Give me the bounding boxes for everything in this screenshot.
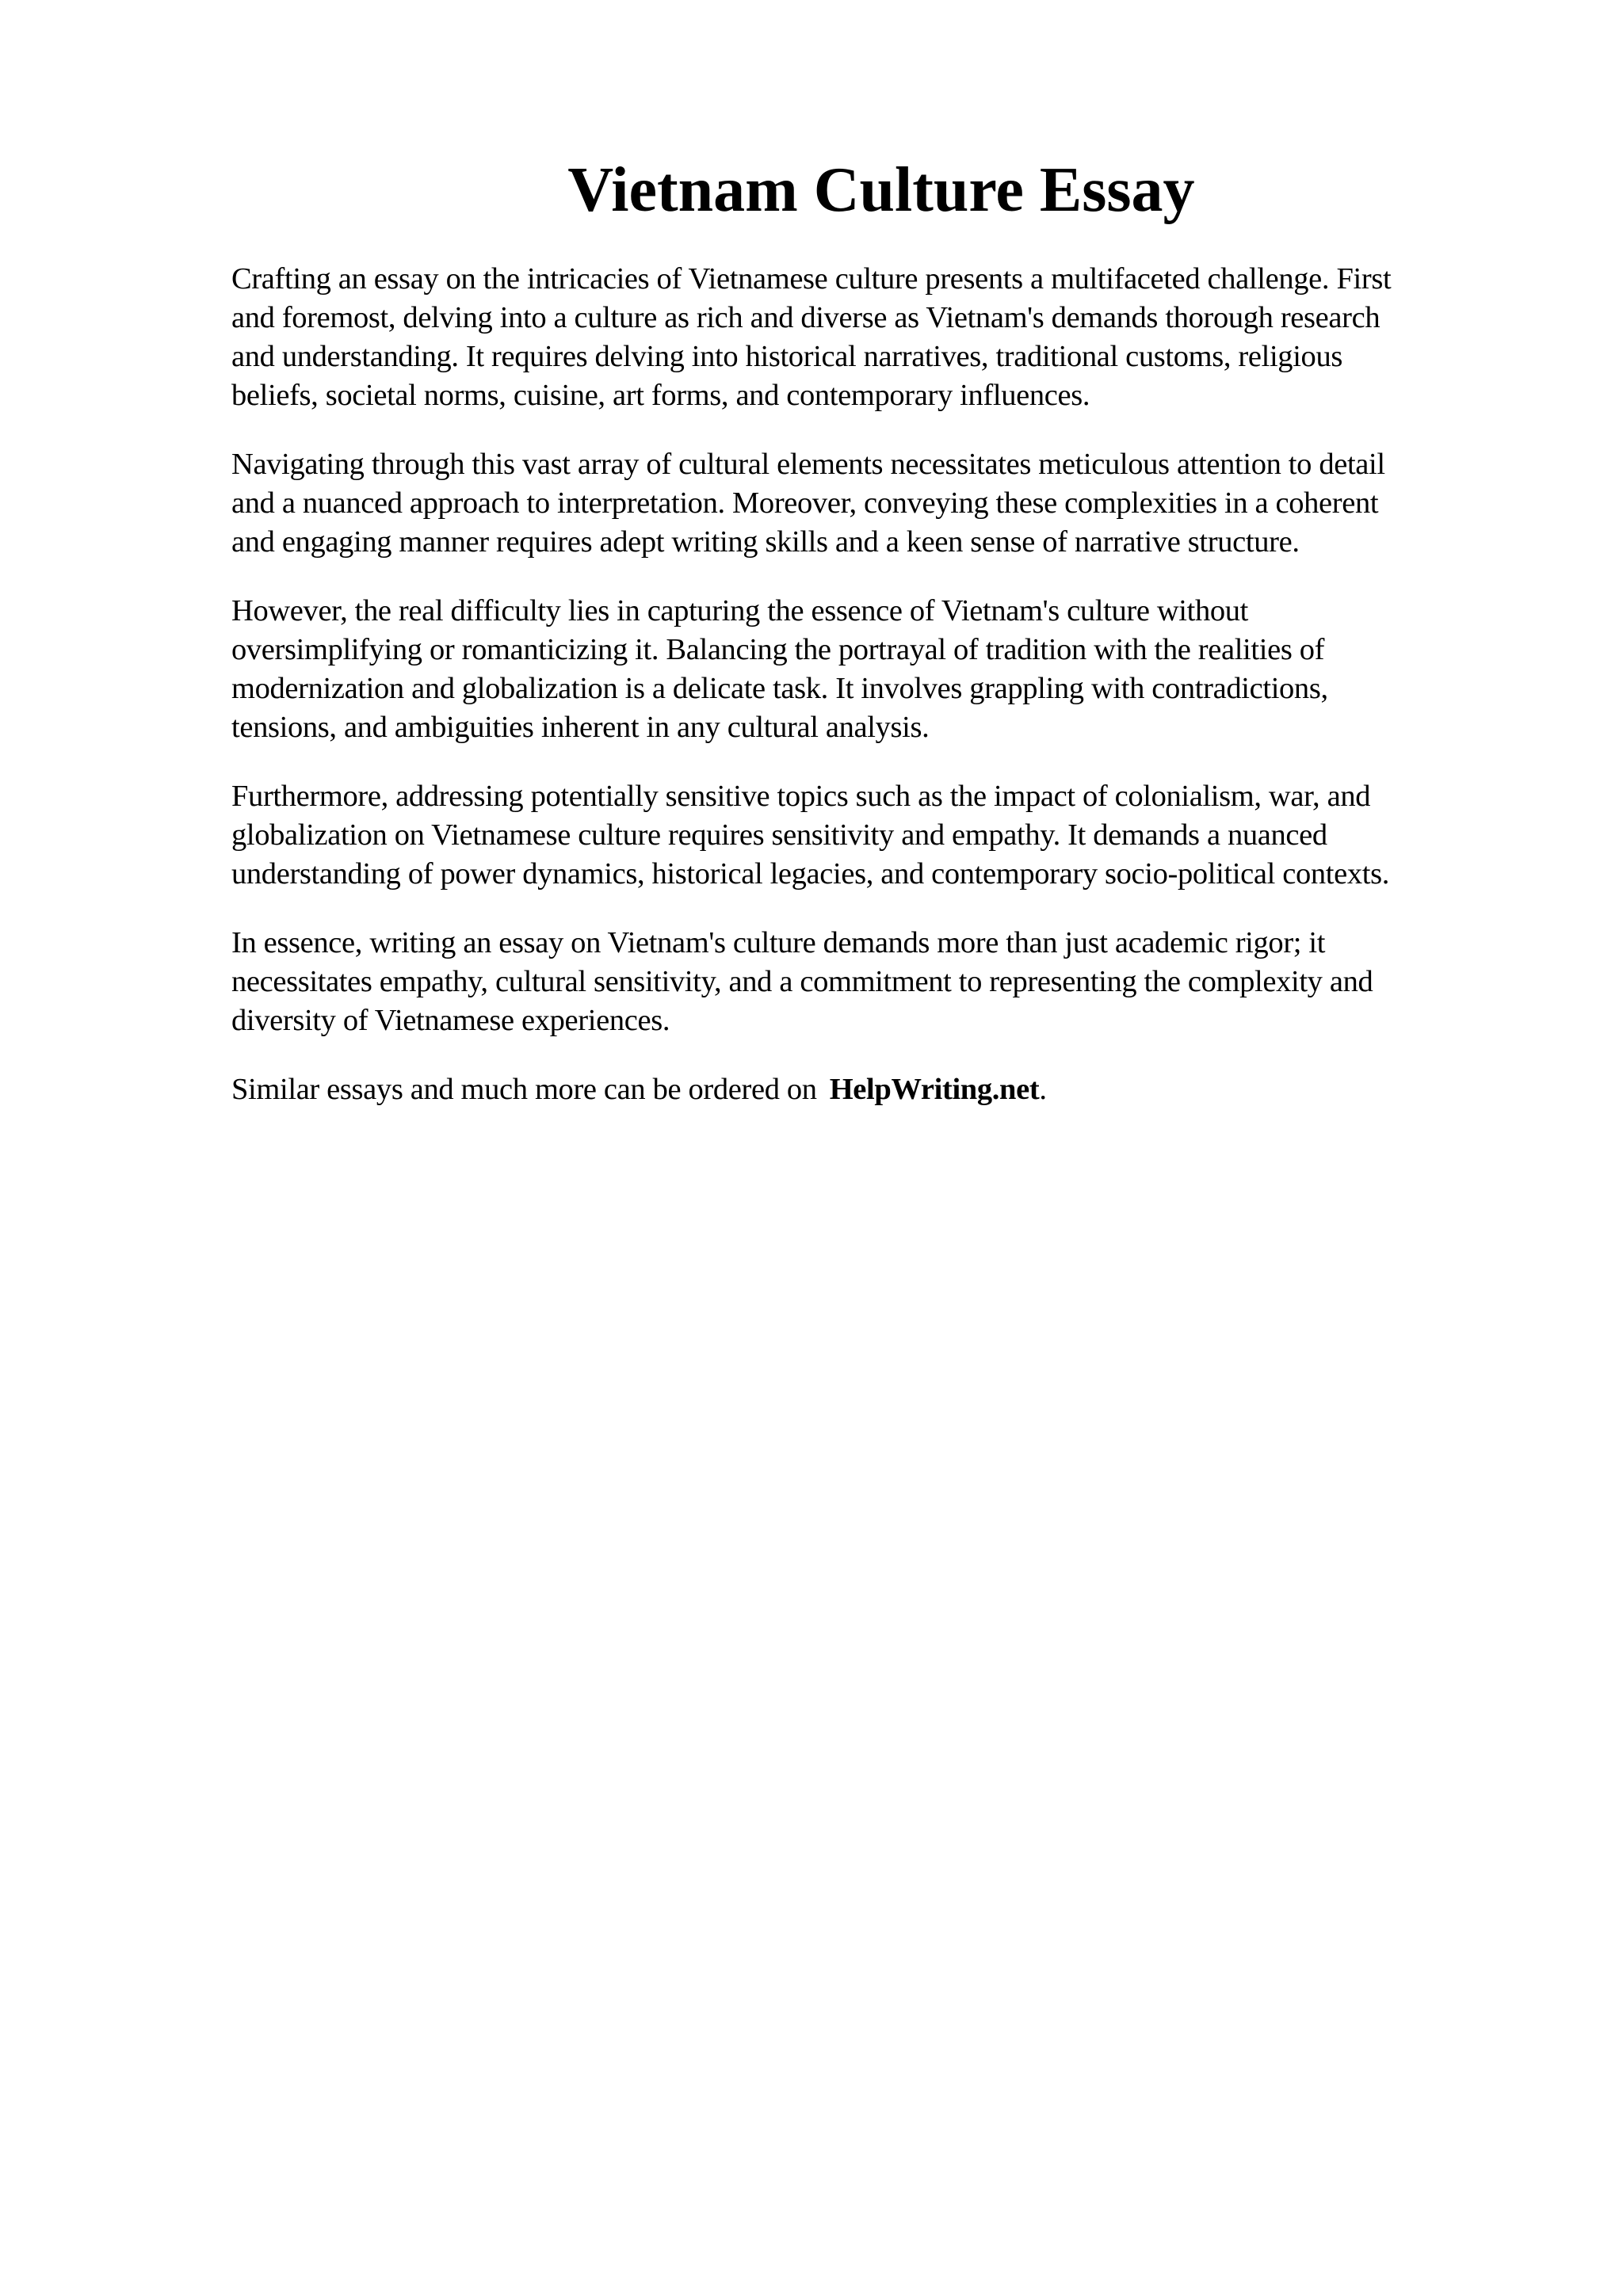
paragraph-line: and a nuanced approach to interpretation. Moreover, conveying these complexities in a coherent [231, 486, 1379, 520]
paragraph-line: tensions, and ambiguities inherent in any cultural analysis. [231, 711, 930, 744]
helpwriting-link[interactable]: HelpWriting.net [829, 1073, 1040, 1106]
paragraph-line: In essence, writing an essay on Vietnam's culture demands more than just academic rigor; it [231, 926, 1326, 959]
paragraph-line: understanding of power dynamics, historical legacies, and contemporary socio-political contexts. [231, 857, 1390, 891]
footer-text: Similar essays and much more can be ordered on [231, 1073, 817, 1106]
paragraph-3 [231, 592, 1515, 747]
footer-suffix: . [1039, 1073, 1047, 1106]
paragraph-line: modernization and globalization is a delicate task. It involves grappling with contradictions, [231, 672, 1328, 705]
paragraph-line: However, the real difficulty lies in capturing the essence of Vietnam's culture without [231, 594, 1249, 627]
paragraph-2 [231, 445, 1515, 562]
paragraph-line: Crafting an essay on the intricacies of Vietnamese culture presents a multifaceted challenge. First [231, 262, 1392, 296]
paragraph-5 [231, 924, 1515, 1040]
paragraph-line: Furthermore, addressing potentially sensitive topics such as the impact of colonialism, war, and [231, 780, 1371, 813]
paragraph-4 [231, 777, 1515, 894]
document-page [231, 151, 1515, 1109]
paragraph-line: and understanding. It requires delving into historical narratives, traditional customs, religious [231, 340, 1342, 373]
paragraph-line: oversimplifying or romanticizing it. Balancing the portrayal of tradition with the realities of [231, 633, 1325, 666]
essay-body [231, 260, 1515, 1109]
paragraph-line: necessitates empathy, cultural sensitivity, and a commitment to representing the complexity and [231, 965, 1373, 998]
paragraph-line: Navigating through this vast array of cultural elements necessitates meticulous attention to detail [231, 448, 1385, 481]
paragraph-line: diversity of Vietnamese experiences. [231, 1004, 670, 1037]
paragraph-line: and foremost, delving into a culture as rich and diverse as Vietnam's demands thorough research [231, 301, 1381, 334]
footer-promo [231, 1070, 1515, 1109]
paragraph-line: beliefs, societal norms, cuisine, art forms, and contemporary influences. [231, 379, 1090, 412]
paragraph-line: globalization on Vietnamese culture requires sensitivity and empathy. It demands a nuanced [231, 818, 1327, 852]
paragraph-line: and engaging manner requires adept writing skills and a keen sense of narrative structure. [231, 525, 1300, 559]
paragraph-1 [231, 260, 1515, 415]
page-title: Vietnam Culture Essay [567, 155, 1195, 225]
